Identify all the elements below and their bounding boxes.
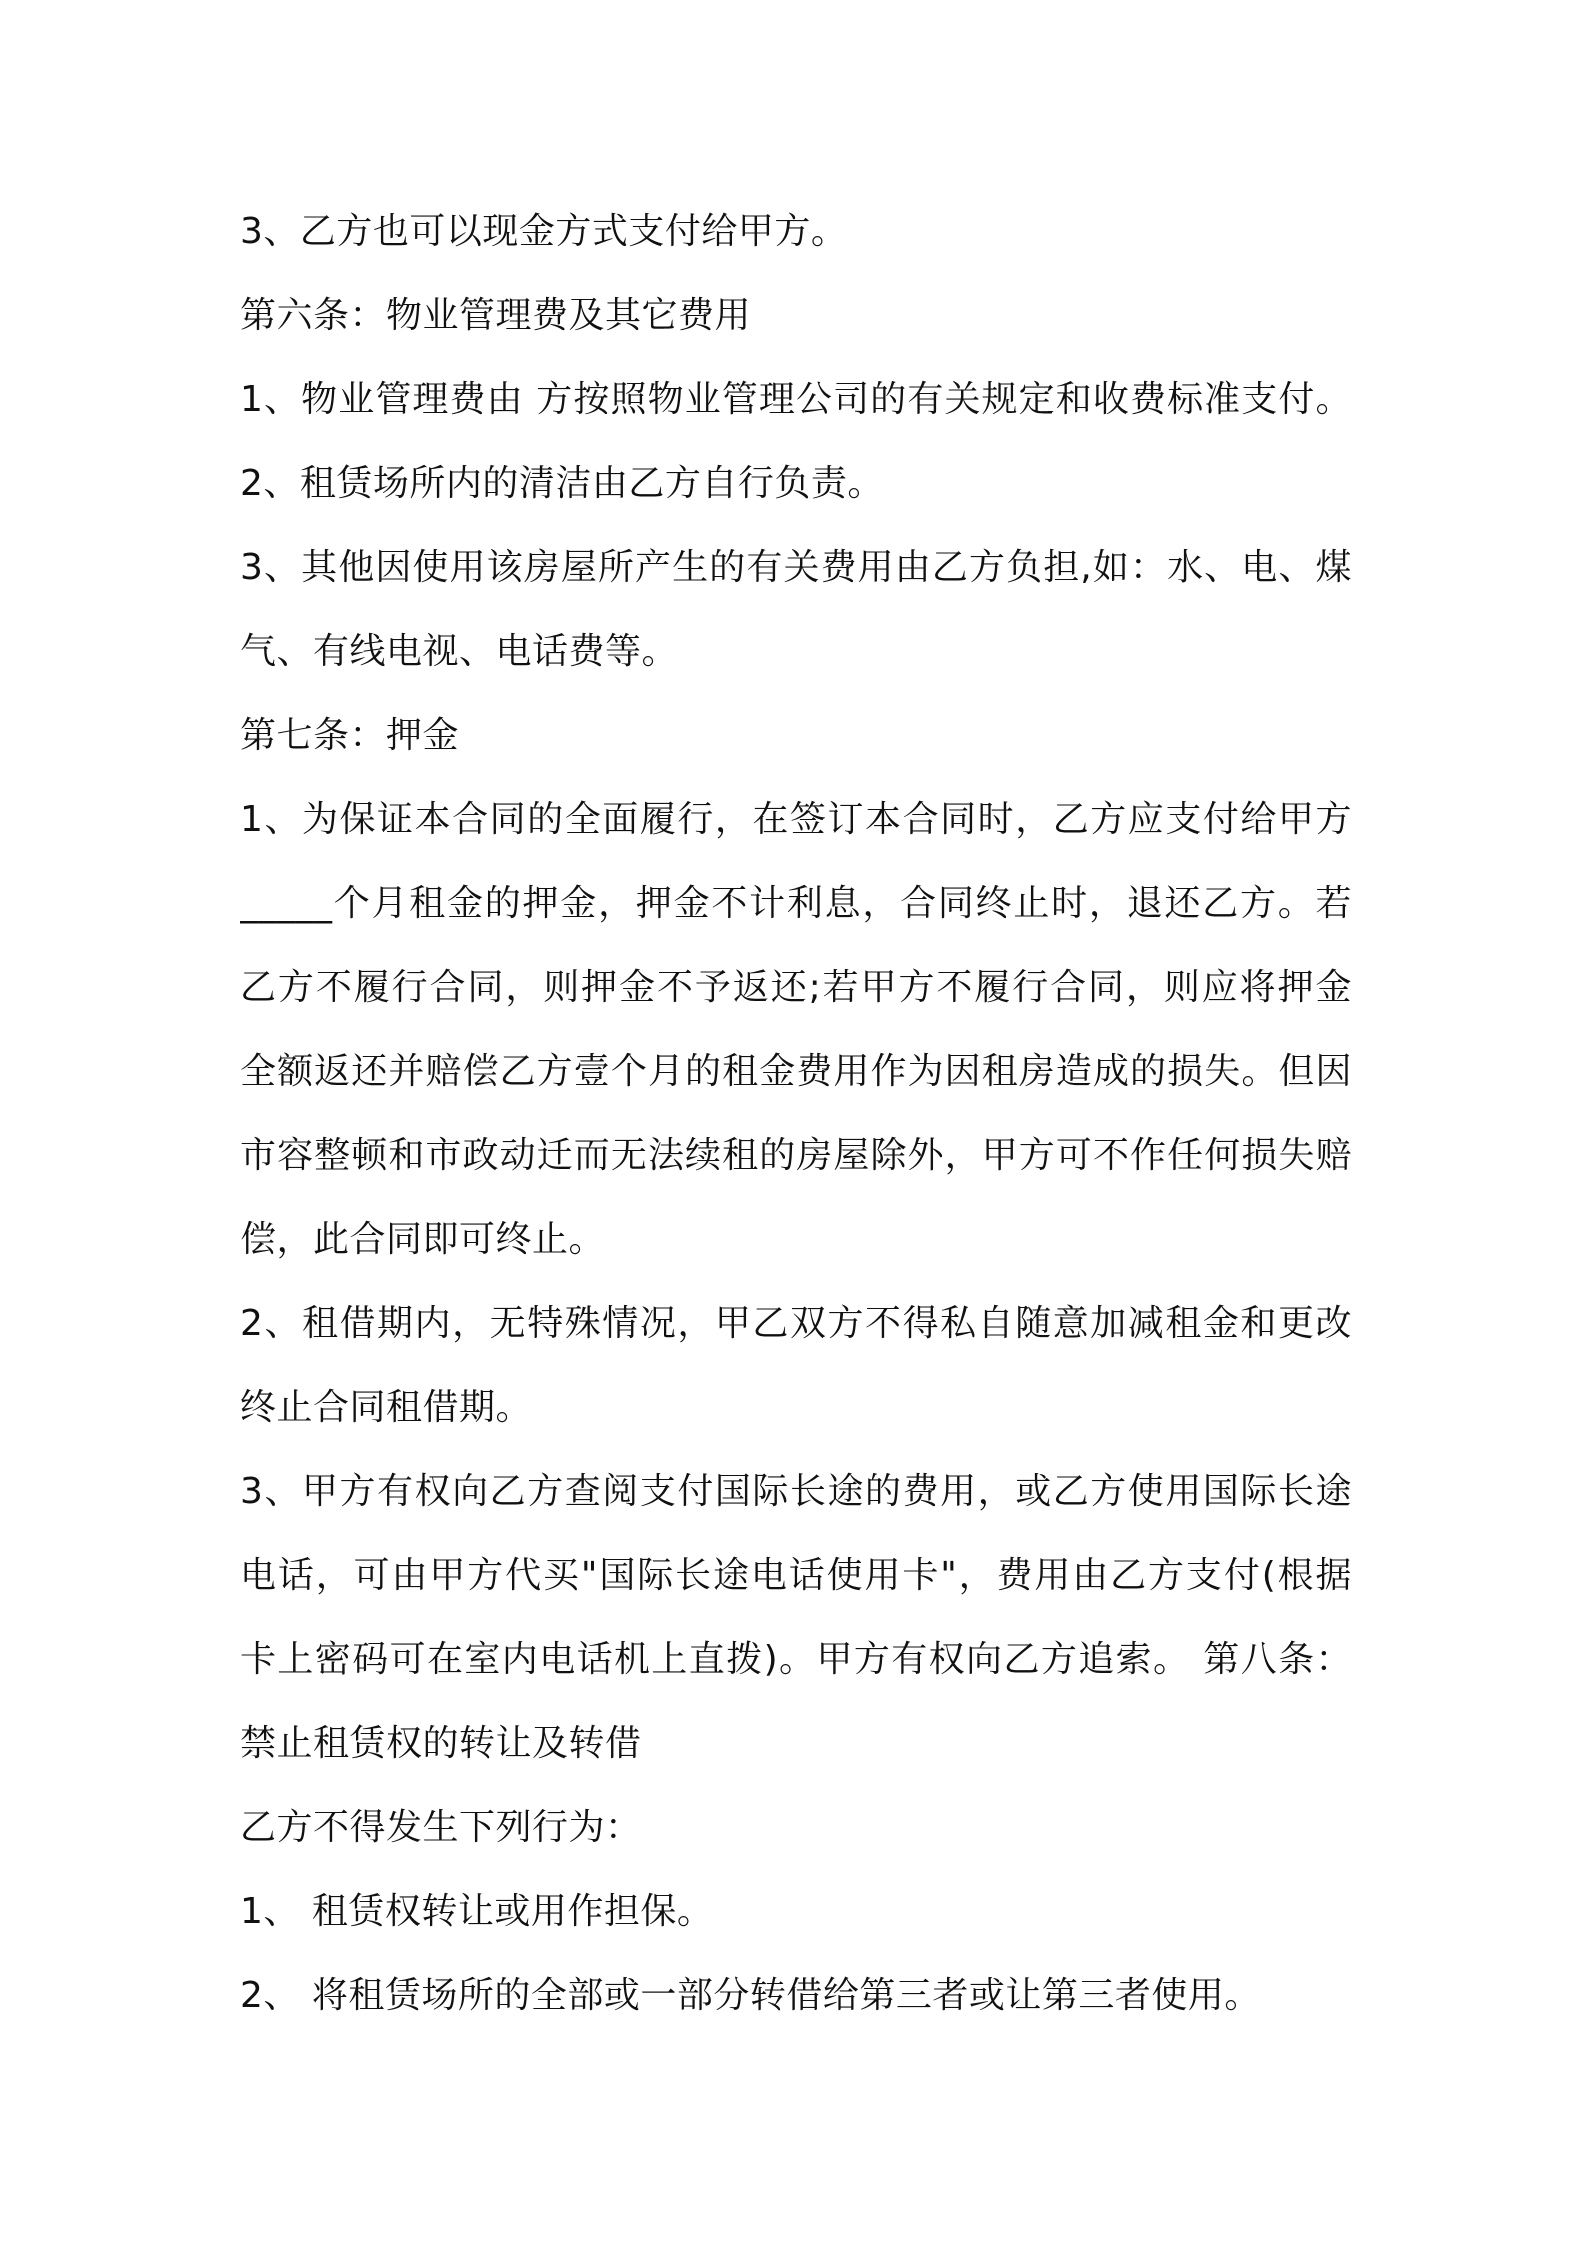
text-line: 2、租借期内，无特殊情况，甲乙双方不得私自随意加减租金和更改 <box>240 1303 1352 1344</box>
text-line: 乙方不履行合同，则押金不予返还;若甲方不履行合同，则应将押金 <box>240 967 1352 1008</box>
section-heading-article-6: 第六条：物业管理费及其它费用 <box>240 295 752 336</box>
text-line: 2、租赁场所内的清洁由乙方自行负责。 <box>240 463 884 504</box>
text-line: 市容整顿和市政动迁而无法续租的房屋除外，甲方可不作任何损失赔 <box>240 1135 1352 1176</box>
text-line: 终止合同租借期。 <box>240 1387 533 1428</box>
text-line: 偿，此合同即可终止。 <box>240 1219 606 1260</box>
text-line: 3、乙方也可以现金方式支付给甲方。 <box>240 211 848 252</box>
text-line: 3、其他因使用该房屋所产生的有关费用由乙方负担,如：水、电、煤 <box>240 547 1352 588</box>
text-line: 气、有线电视、电话费等。 <box>240 631 679 672</box>
text-line: 乙方不得发生下列行为： <box>240 1807 642 1848</box>
text-line: 电话，可由甲方代买"国际长途电话使用卡"，费用由乙方支付(根据 <box>240 1555 1352 1596</box>
text-line: 1、为保证本合同的全面履行，在签订本合同时，乙方应支付给甲方 <box>240 799 1352 840</box>
section-heading-article-7: 第七条：押金 <box>240 715 460 756</box>
text-line: 卡上密码可在室内电话机上直拨)。甲方有权向乙方追索。 第八条： <box>240 1639 1352 1680</box>
text-line: 3、甲方有权向乙方查阅支付国际长途的费用，或乙方使用国际长途 <box>240 1471 1352 1512</box>
list-item: 2、 将租赁场所的全部或一部分转借给第三者或让第三者使用。 <box>240 1975 1261 2016</box>
text-line: 禁止租赁权的转让及转借 <box>240 1723 642 1764</box>
text-line: _____个月租金的押金，押金不计利息，合同终止时，退还乙方。若 <box>240 883 1352 924</box>
list-item: 1、 租赁权转让或用作担保。 <box>240 1891 714 1932</box>
text-line: 1、物业管理费由 方按照物业管理公司的有关规定和收费标准支付。 <box>240 379 1352 420</box>
text-line: 全额返还并赔偿乙方壹个月的租金费用作为因租房造成的损失。但因 <box>240 1051 1352 1092</box>
document-body <box>240 190 1352 2038</box>
